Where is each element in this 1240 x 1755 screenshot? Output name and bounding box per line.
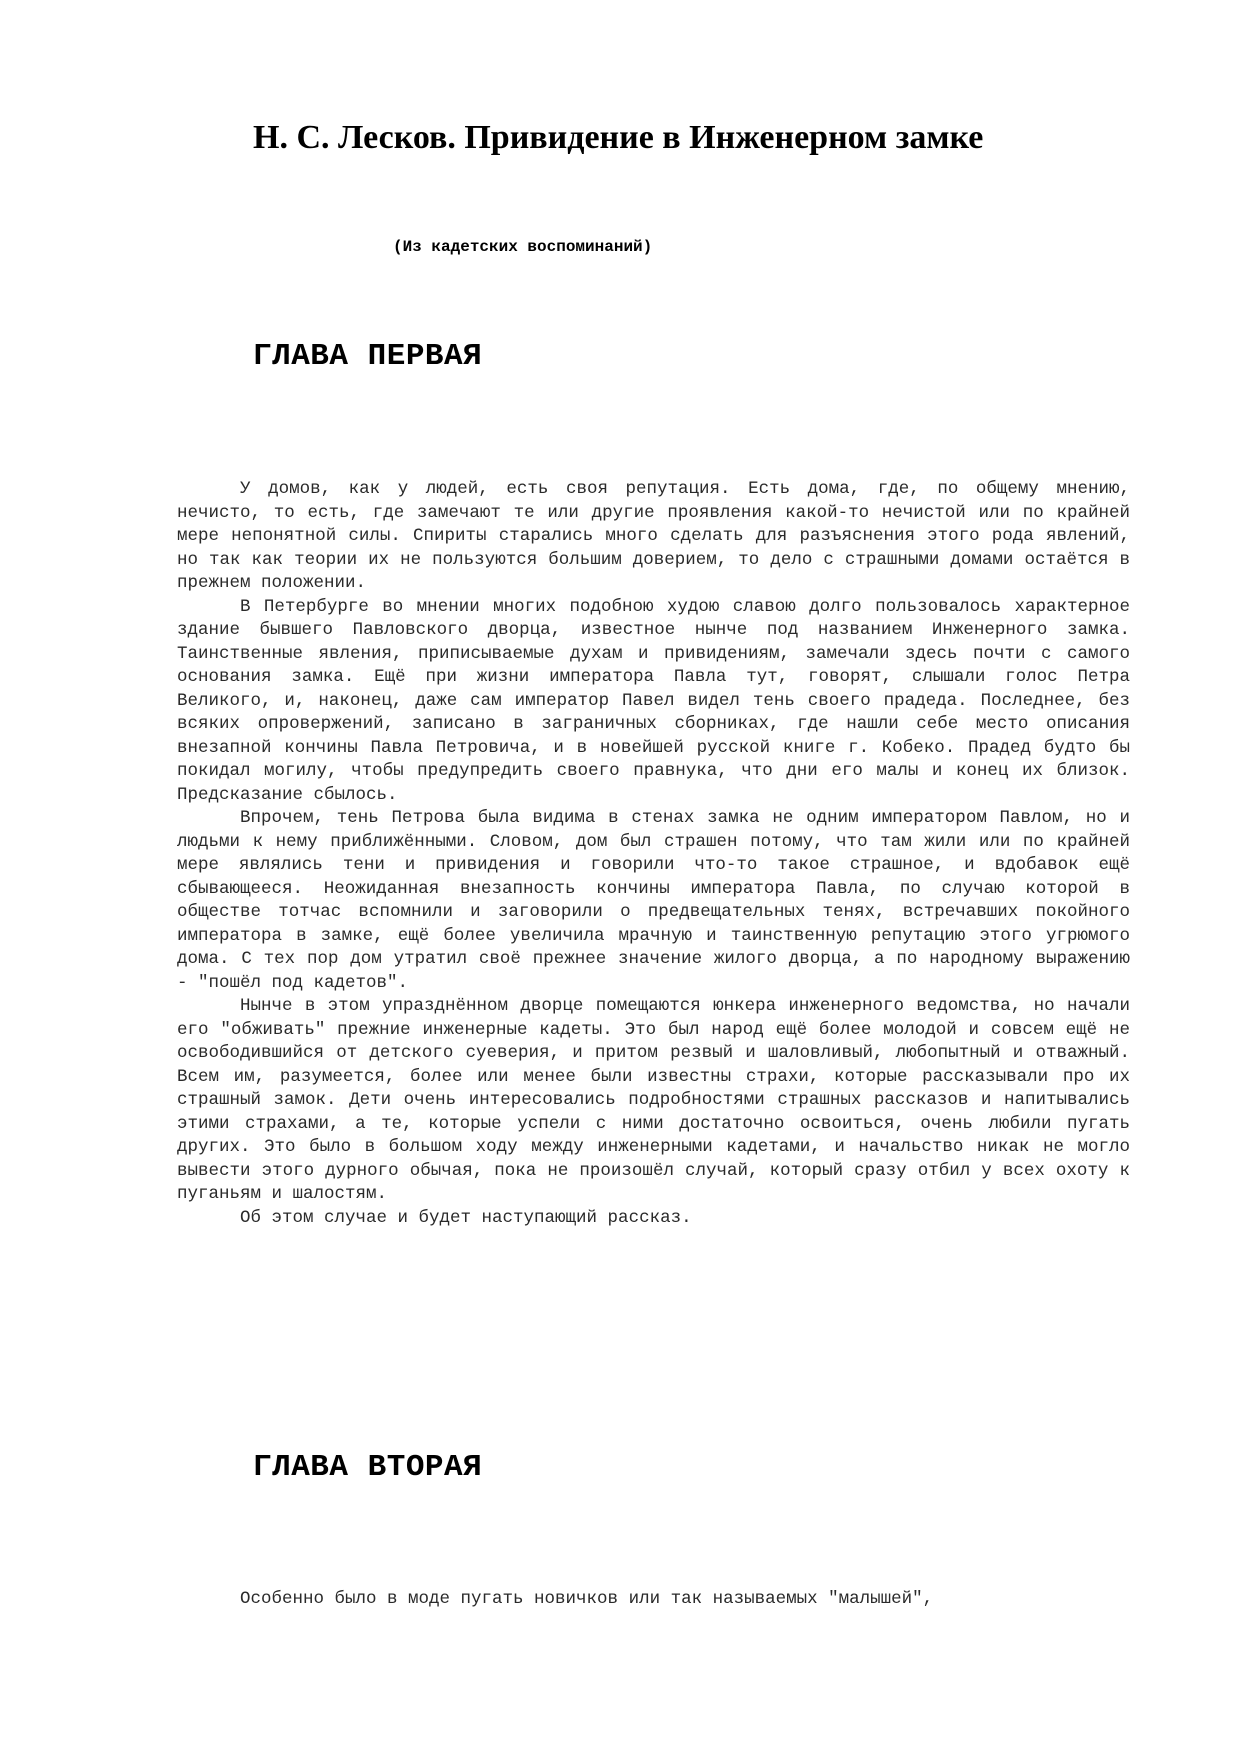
chapter-body xyxy=(177,478,1130,1230)
chapter-heading: ГЛАВА ПЕРВАЯ xyxy=(253,339,483,374)
paragraph: Нынче в этом упразднённом дворце помещаются юнкера инженерного ведомства, но начали его "обживать" прежние инженерные кадеты. Это был народ ещё более молодой и совсем ещё не освободившийся от детского суеверия, и притом резвый и шаловливый, любопытный и отважный. Всем им, разумеется, более или менее были известны страхи, которые рассказывали про их страшный замок. Дети очень интересовались подробностями страшных рассказов и напитывались этими страхами, а те, которые успели с ними достаточно освоиться, очень любили пугать других. Это было в большом ходу между инженерными кадетами, и начальство никак не могло вывести этого дурного обычая, пока не произошёл случай, который сразу отбил у всех охоту к пуганьям и шалостям. xyxy=(177,996,1130,1204)
paragraph: Об этом случае и будет наступающий рассказ. xyxy=(240,1207,692,1228)
paragraph: В Петербурге во мнении многих подобною худою славою долго пользовалось характерное здание бывшего Павловского дворца, известное нынче под названием Инженерного замка. Таинственные явления, приписываемые духам и привидениям, замечали здесь почти с самого основания замка. Ещё при жизни императора Павла тут, говорят, слышали голос Петра Великого, и, наконец, даже сам император Павел видел тень своего прадеда. Последнее, без всяких опровержений, записано в заграничных сборниках, где нашли себе место описания внезапной кончины Павла Петровича, и в новейшей русской книге г. Кобеко. Прадед будто бы покидал могилу, чтобы предупредить своего правнука, что дни его малы и конец их близок. Предсказание сбылось. xyxy=(177,596,1130,805)
chapter-body xyxy=(177,1588,1130,1612)
chapter-heading: ГЛАВА ВТОРАЯ xyxy=(253,1450,483,1485)
paragraph: У домов, как у людей, есть своя репутация. Есть дома, где, по общему мнению, нечисто, то есть, где замечают те или другие проявления какой-то нечистой или по крайней мере непонятной силы. Спириты старались много сделать для разъяснения этого рода явлений, но так как теории их не пользуются большим доверием, то дело с страшными домами остаётся в прежнем положении. xyxy=(177,479,1130,593)
paragraph: Особенно было в моде пугать новичков или так называемых "малышей", xyxy=(240,1589,934,1609)
document-subtitle: (Из кадетских воспоминаний) xyxy=(393,238,653,256)
document-title: Н. С. Лесков. Привидение в Инженерном замке xyxy=(253,119,984,156)
paragraph: Впрочем, тень Петрова была видима в стенах замка не одним императором Павлом, но и людьми к нему приближёнными. Словом, дом был страшен потому, что там жили или по крайней мере являлись тени и привидения и говорили что-то такое страшное, и вдобавок ещё сбывающееся. Неожиданная внезапность кончины императора Павла, по случаю которой в обществе тотчас вспомнили и заговорили о предвещательных тенях, встречавших покойного императора в замке, ещё более увеличила мрачную и таинственную репутацию этого угрюмого дома. С тех пор дом утратил своё прежнее значение жилого дворца, а по народному выражению - "пошёл под кадетов". xyxy=(177,808,1130,993)
